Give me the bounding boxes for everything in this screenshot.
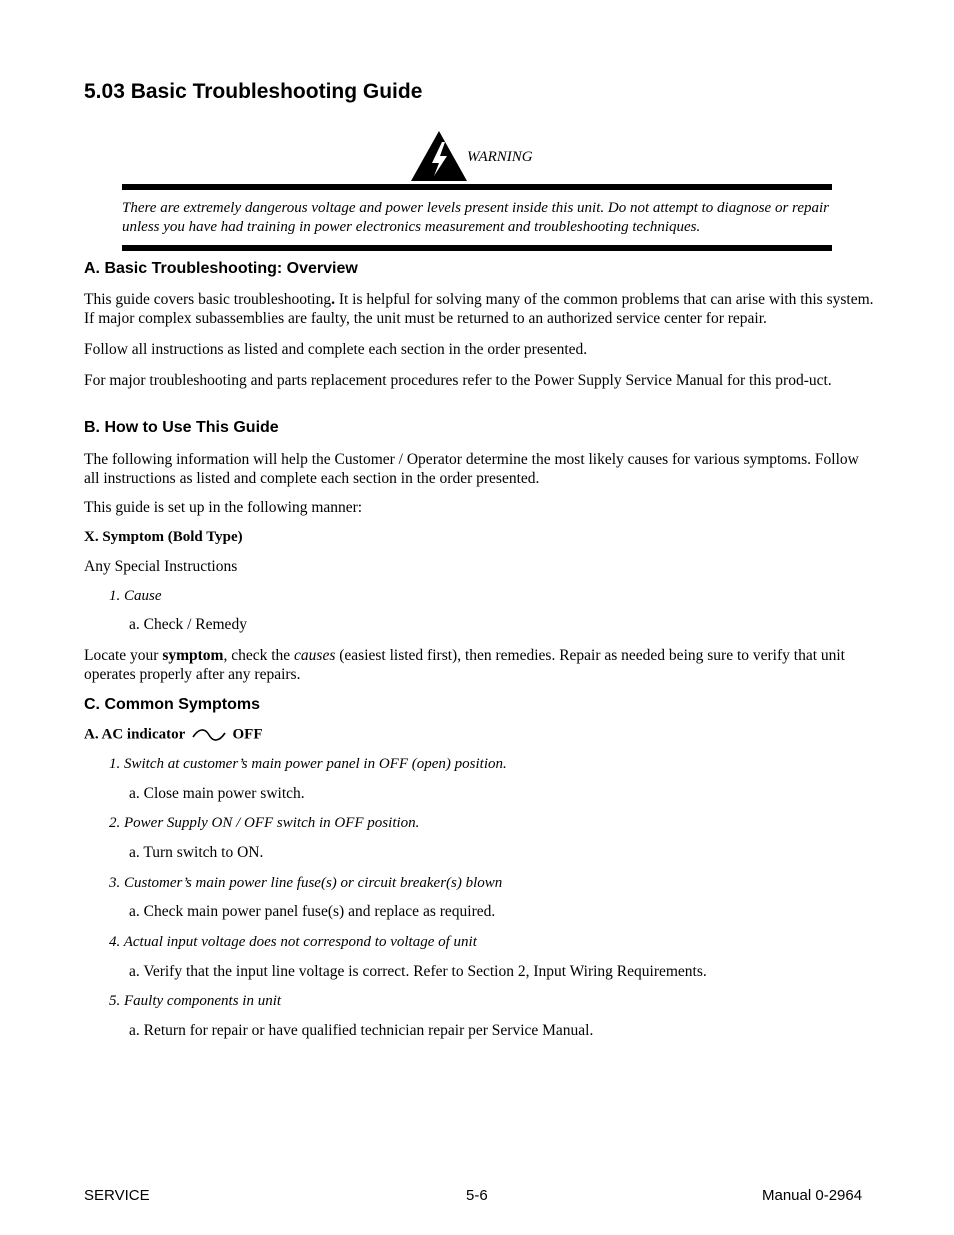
section-a-heading: A. Basic Troubleshooting: Overview [84,260,358,277]
locate-symptom: symptom [162,647,224,664]
section-b-heading: B. How to Use This Guide [84,419,279,436]
locate-text-2: , check the [223,647,295,664]
remedy-5: a. Return for repair or have qualified technician repair per Service Manual. [129,1022,594,1039]
symptom-a [84,726,262,744]
cause-4: 4. Actual input voltage does not correspond to voltage of unit [109,934,477,950]
locate-text-3: (easiest listed first), then remedies. Repair as needed being sure to verify that unit operates properly after any repairs. [84,647,845,683]
example-special-instructions: Any Special Instructions [84,558,238,575]
footer-manual-number: Manual 0-2964 [762,1187,863,1204]
remedy-4: a. Verify that the input line voltage is correct. Refer to Section 2, Input Wiring Requirements. [129,963,707,980]
footer-page-number: 5-6 [466,1187,488,1204]
example-remedy: a. Check / Remedy [129,616,247,633]
example-symptom: X. Symptom (Bold Type) [84,529,243,545]
cause-2: 2. Power Supply ON / OFF switch in OFF position. [109,815,420,831]
warning-text: There are extremely dangerous voltage and power levels present inside this unit. Do not attempt to diagnose or repair unless you have had training in power electronics measurement and troubleshooting techniques. [122,200,829,235]
remedy-1: a. Close main power switch. [129,785,305,802]
electrical-hazard-warning-icon [410,130,468,182]
page-title: 5.03 Basic Troubleshooting Guide [84,80,423,103]
section-a-paragraph-2: Follow all instructions as listed and complete each section in the order presented. [84,341,588,358]
locate-causes: causes [294,647,336,664]
section-c-heading: C. Common Symptoms [84,696,261,713]
section-a-p1-dot: . [331,291,335,308]
symptom-a-off: OFF [232,726,263,743]
warning-bottom-rule [122,245,832,251]
section-b-paragraph-2: This guide is set up in the following manner: [84,499,363,516]
section-a-paragraph-1 [84,290,874,328]
cause-3: 3. Customer’s main power line fuse(s) or circuit breaker(s) blown [109,875,503,891]
symptom-a-label: A. AC indicator [84,726,185,743]
section-a-paragraph-3: For major troubleshooting and parts replacement procedures refer to the Power Supply Service Manual for this prod-uct. [84,372,832,389]
warning-top-rule [122,184,832,190]
warning-label: WARNING [467,149,533,165]
cause-5: 5. Faulty components in unit [109,993,282,1009]
section-a-p1-post: It is helpful for solving many of the common problems that can arise with this system. If major complex subassemblies are faulty, the unit must be returned to an authorized service center for repair. [84,291,874,327]
section-b-paragraph-1: The following information will help the Customer / Operator determine the most likely causes for various symptoms. Follow all instructions as listed and complete each section in the order presented. [84,451,859,487]
section-b-locate-paragraph [84,646,874,684]
remedy-2: a. Turn switch to ON. [129,844,264,861]
remedy-3: a. Check main power panel fuse(s) and replace as required. [129,903,496,920]
cause-1: 1. Switch at customer’s main power panel in OFF (open) position. [109,756,507,772]
example-cause: 1. Cause [109,588,162,604]
section-a-p1-pre: This guide covers basic troubleshooting [84,291,332,308]
ac-sine-icon [191,726,227,744]
footer-left: SERVICE [84,1187,150,1204]
locate-text-1: Locate your [84,647,163,664]
